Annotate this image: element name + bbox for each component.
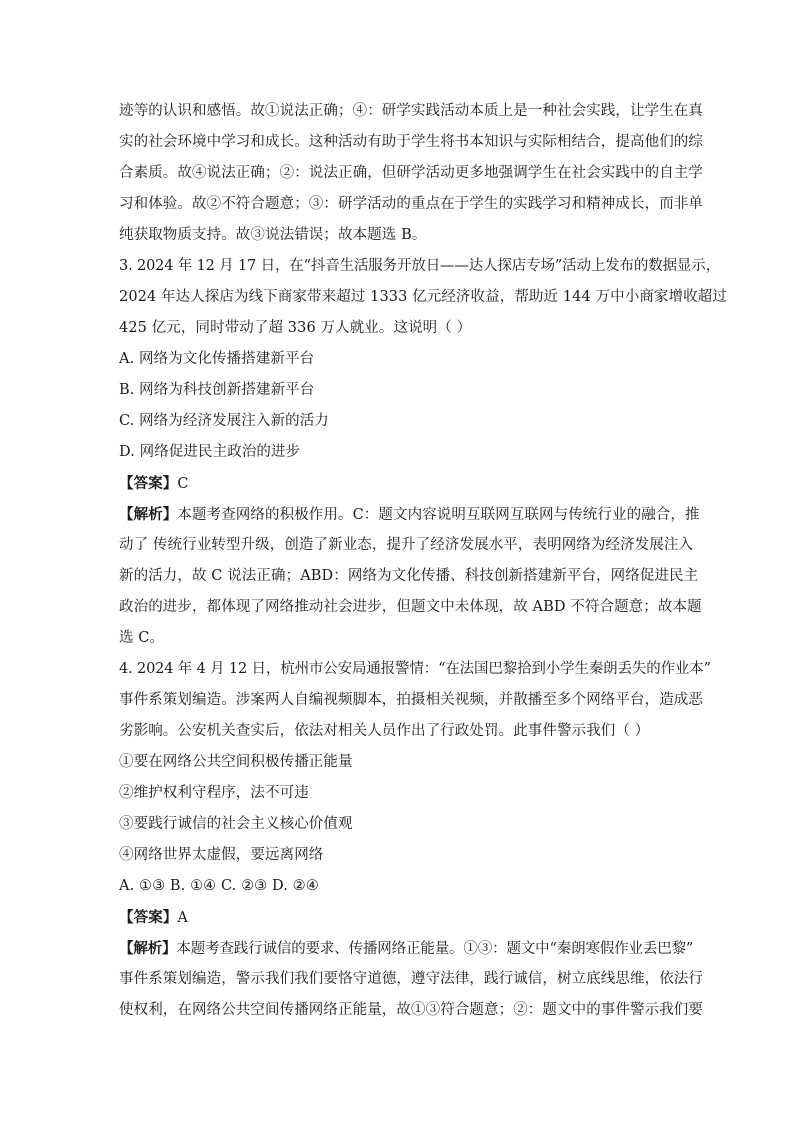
analysis-line [119, 499, 700, 530]
question-stem-line: 4. 2024 年 4 月 12 日，杭州市公安局通报警情：“在法国巴黎拾到小学生秦朗丢失的作业本” [119, 661, 711, 677]
analysis-line: 使权利，在网络公共空间传播网络正能量，故①③符合题意；②：题文中的事件警示我们要 [119, 1002, 703, 1018]
analysis-text: 本题考查网络的积极作用。C：题文内容说明互联网互联网与传统行业的融合，推 [177, 507, 700, 523]
question-stem-line: 2024 年达人探店为线下商家带来超过 1333 亿元经济收益，帮助近 144 万中小商家增收超过 [119, 289, 727, 305]
statement-1: ①要在网络公共空间积极传播正能量 [119, 754, 353, 770]
statement-3: ③要践行诚信的社会主义核心价值观 [119, 816, 353, 832]
question-stem-line: 425 亿元，同时带动了超 336 万人就业。这说明（ ） [119, 320, 472, 336]
analysis-line: 选 C。 [119, 630, 165, 646]
analysis-line: 事件系策划编造，警示我们我们要恪守道德，遵守法律，践行诚信，树立底线思维，依法行 [119, 971, 703, 987]
answer-line [119, 468, 679, 499]
question-stem-line: 事件系策划编造。涉案两人自编视频脚本，拍摄相关视频，并散播至多个网络平台，造成恶 [119, 692, 703, 708]
analysis-label: 【解析】 [119, 940, 177, 957]
analysis-line: 新的活力，故 C 说法正确；ABD：网络为文化传播、科技创新搭建新平台，网络促进民主 [119, 568, 699, 584]
analysis-line: 动了 传统行业转型升级，创造了新业态，提升了经济发展水平，表明网络为经济发展注入 [119, 537, 694, 553]
analysis-text: 本题考查践行诚信的要求、传播网络正能量。①③：题文中“秦朗寒假作业丢巴黎” [176, 941, 694, 957]
statement-4: ④网络世界太虚假，要远离网络 [119, 847, 324, 863]
analysis-line [119, 933, 694, 964]
analysis-line: 政治的进步，都体现了网络推动社会进步，但题文中未体现，故 ABD 不符合题意；故本题 [119, 599, 702, 615]
option-a: A. 网络为文化传播搭建新平台 [119, 351, 315, 367]
analysis-label: 【解析】 [119, 506, 178, 523]
question-stem-line: 3. 2024 年 12 月 17 日，在“抖音生活服务开放日——达人探店专场”活动上发布的数据显示， [119, 258, 720, 274]
text-line: 合素质。故④说法正确；②：说法正确，但研学活动更多地强调学生在社会实践中的自主学 [119, 165, 703, 181]
text-line: 纯获取物质支持。故③说法错误；故本题选 B。 [119, 227, 427, 243]
options-line: A. ①③ B. ①④ C. ②③ D. ②④ [119, 878, 319, 894]
document-page [119, 96, 727, 1026]
answer-label: 【答案】 [119, 909, 178, 926]
question-3 [119, 251, 727, 654]
answer-line [119, 902, 679, 933]
previous-analysis [119, 96, 703, 251]
option-b: B. 网络为科技创新搭建新平台 [119, 382, 315, 398]
option-d: D. 网络促进民主政治的进步 [119, 444, 301, 460]
answer-value: A [177, 910, 188, 926]
option-c: C. 网络为经济发展注入新的活力 [119, 413, 329, 429]
text-line: 迹等的认识和感悟。故①说法正确；④：研学实践活动本质上是一种社会实践，让学生在真 [119, 103, 703, 119]
question-4 [119, 654, 711, 1026]
answer-value: C [177, 476, 189, 492]
question-stem-line: 劣影响。公安机关查实后，依法对相关人员作出了行政处罚。此事件警示我们（ ） [119, 723, 650, 739]
statement-2: ②维护权利守程序，法不可违 [119, 785, 309, 801]
text-line: 实的社会环境中学习和成长。这种活动有助于学生将书本知识与实际相结合，提高他们的综 [119, 134, 703, 150]
text-line: 习和体验。故②不符合题意；③：研学活动的重点在于学生的实践学习和精神成长，而非单 [119, 196, 703, 212]
answer-label: 【答案】 [119, 475, 178, 492]
